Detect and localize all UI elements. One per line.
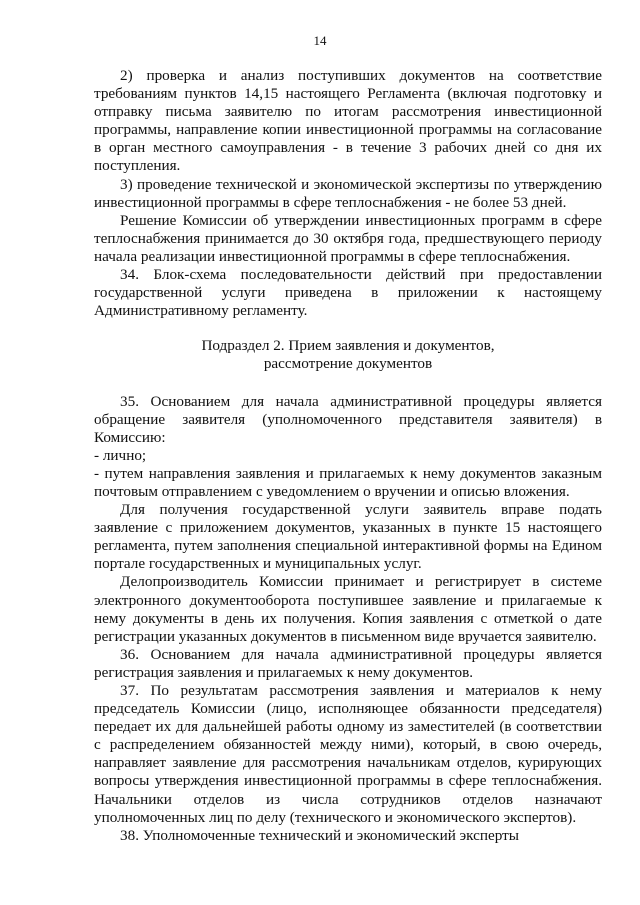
paragraph-36: 36. Основанием для начала административной процедуры является регистрация заявления и прилагаемых к нему документов.	[94, 645, 602, 681]
paragraph-37: 37. По результатам рассмотрения заявления и материалов к нему председатель Комиссии (лицо, исполняющее обязанности председателя) передает их для дальнейшей работы одному из заместителей (в соответствии с распределением обязанностей между ними), который, в свою очередь, направляет заявление для рассмотрения начальникам отделов, курирующих вопросы утверждения инвестиционной программы в сфере теплоснабжения. Начальники отделов из числа сотрудников отделов назначают уполномоченных лиц по делу (технического и экономического экспертов).	[94, 682, 602, 826]
subsection-heading-line-2: рассмотрение документов	[263, 355, 433, 373]
list-item-in-person: - лично;	[94, 446, 147, 464]
list-item-by-mail: - путем направления заявления и прилагаемых к нему документов заказным почтовым отправлением с уведомлением о вручении и описью вложения.	[94, 464, 602, 500]
paragraph-item-3: 3) проведение технической и экономической экспертизы по утверждению инвестиционной программы в сфере теплоснабжения - не более 53 дней.	[94, 175, 602, 211]
paragraph-item-2: 2) проверка и анализ поступивших документов на соответствие требованиям пунктов 14,15 настоящего Регламента (включая подготовку и отправку письма заявителю по итогам рассмотрения инвестиционной программы, направление копии инвестиционной программы на согласование в орган местного самоуправления - в течение 3 рабочих дней со дня их поступления.	[94, 67, 602, 175]
paragraph-38: 38. Уполномоченные технический и экономический эксперты	[120, 826, 519, 844]
spacer	[94, 374, 602, 393]
subsection-heading-line-1: Подраздел 2. Прием заявления и документов,	[201, 337, 495, 355]
paragraph-online-portal: Для получения государственной услуги заявитель вправе подать заявление с приложением документов, указанных в пункте 15 настоящего регламента, путем заполнения специальной интерактивной формы на Едином портале государственных и муниципальных услуг.	[94, 501, 602, 573]
spacer	[94, 320, 602, 337]
paragraph-34: 34. Блок-схема последовательности действий при предоставлении государственной услуги приведена в приложении к настоящему Административному регламенту.	[94, 266, 602, 320]
document-body	[94, 67, 602, 845]
page-number: 14	[313, 33, 327, 48]
paragraph-clerk-registration: Делопроизводитель Комиссии принимает и регистрирует в системе электронного документооборота поступившее заявление и прилагаемые к нему документы в день их получения. Копия заявления с отметкой о дате регистрации указанных документов в письменном виде вручается заявителю.	[94, 573, 602, 645]
paragraph-35: 35. Основанием для начала административной процедуры является обращение заявителя (уполномоченного представителя заявителя) в Комиссию:	[94, 392, 602, 446]
paragraph-commission-decision: Решение Комиссии об утверждении инвестиционных программ в сфере теплоснабжения принимается до 30 октября года, предшествующего периоду начала реализации инвестиционной программы в сфере теплоснабжения.	[94, 211, 602, 265]
